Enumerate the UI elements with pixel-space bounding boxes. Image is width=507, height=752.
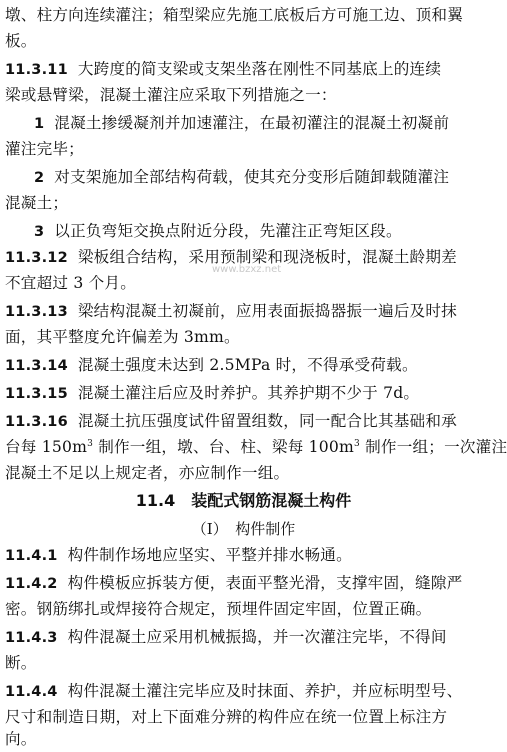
clause-text: 大跨度的简支梁或支架坐落在刚性不同基底上的连续: [77, 60, 442, 78]
text-fragment: 制作一组；一次灌注: [359, 438, 507, 456]
text-line: 密。钢筋绑扎或焊接符合规定，预埋件固定牢固，位置正确。: [5, 600, 432, 618]
clause-11-4-2: [5, 570, 482, 596]
superscript: 3: [87, 438, 94, 449]
clause-number: 11.4.4: [5, 684, 58, 700]
clause-text: 梁板组合结构，采用预制梁和现浇板时，混凝土龄期差: [77, 248, 457, 266]
clause-text: 构件模板应拆装方便，表面平整光滑，支撑牢固，缝隙严: [67, 574, 463, 592]
text-fragment: 制作一组，墩、台、柱、梁每 100m: [93, 438, 355, 456]
text-line: [5, 434, 507, 460]
text-line: 断。: [5, 654, 37, 672]
clause-11-3-15: [5, 380, 482, 406]
clause-11-3-14: [5, 352, 482, 378]
list-item-3: [34, 218, 482, 244]
item-number: 2: [34, 170, 45, 186]
watermark: www.bzxz.net: [212, 264, 282, 275]
text-line: 尺寸和制造日期，对上下面难分辨的构件应在统一位置上标注方: [5, 708, 448, 726]
subsection-heading: （Ⅰ） 构件制作: [191, 520, 296, 538]
item-text: 对支架施加全部结构荷载，使其充分变形后随卸载随灌注: [54, 168, 450, 186]
text-line: 混凝土不足以上规定者，亦应制作一组。: [5, 464, 290, 482]
clause-number: 11.3.14: [5, 358, 68, 374]
section-heading: 11.4 装配式钢筋混凝土构件: [135, 491, 352, 510]
item-number: 3: [34, 224, 45, 240]
text-line: 梁或悬臂梁，混凝土灌注应采取下列措施之一：: [5, 86, 337, 104]
clause-11-3-16: [5, 408, 482, 434]
clause-number: 11.3.11: [5, 62, 68, 78]
text-fragment: 台每 150m: [5, 438, 88, 456]
text-line: 不宜超过 3 个月。: [5, 274, 136, 292]
clause-11-4-4: [5, 678, 482, 704]
clause-text: 构件混凝土应采用机械振捣，并一次灌注完毕，不得间: [67, 628, 447, 646]
clause-number: 11.4.2: [5, 576, 58, 592]
clause-number: 11.4.3: [5, 630, 58, 646]
clause-text: 混凝土强度未达到 2.5MPa 时，不得承受荷载。: [77, 356, 418, 374]
text-line: 板。: [5, 32, 37, 50]
text-line: 灌注完毕；: [5, 140, 84, 158]
list-item-2: [34, 164, 482, 190]
clause-text: 构件混凝土灌注完毕应及时抹面、养护，并应标明型号、: [67, 682, 463, 700]
clause-text: 混凝土灌注后应及时养护。其养护期不少于 7d。: [77, 384, 420, 402]
clause-11-4-1: [5, 542, 482, 568]
text-line: 向。: [5, 730, 37, 748]
clause-number: 11.3.15: [5, 386, 68, 402]
clause-number: 11.3.16: [5, 414, 68, 430]
clause-text: 混凝土抗压强度试件留置组数，同一配合比其基础和承: [77, 412, 457, 430]
clause-text: 构件制作场地应坚实、平整并排水畅通。: [67, 546, 352, 564]
clause-number: 11.3.12: [5, 250, 68, 266]
item-text: 混凝土掺缓凝剂并加速灌注，在最初灌注的混凝土初凝前: [54, 114, 450, 132]
item-text: 以正负弯矩交换点附近分段，先灌注正弯矩区段。: [54, 222, 402, 240]
text-line: 面，其平整度允许偏差为 3mm。: [5, 328, 240, 346]
clause-number: 11.4.1: [5, 548, 58, 564]
text-line: 墩、柱方向连续灌注；箱型梁应先施工底板后方可施工边、顶和翼: [5, 6, 464, 24]
clause-11-4-3: [5, 624, 482, 650]
superscript: 3: [354, 438, 360, 449]
clause-number: 11.3.13: [5, 304, 68, 320]
list-item-1: [34, 110, 482, 136]
clause-11-3-13: [5, 298, 482, 324]
clause-text: 梁结构混凝土初凝前，应用表面振捣器振一遍后及时抹: [77, 302, 457, 320]
clause-11-3-11: [5, 56, 482, 82]
text-line: 混凝土；: [5, 194, 69, 212]
item-number: 1: [34, 116, 45, 132]
